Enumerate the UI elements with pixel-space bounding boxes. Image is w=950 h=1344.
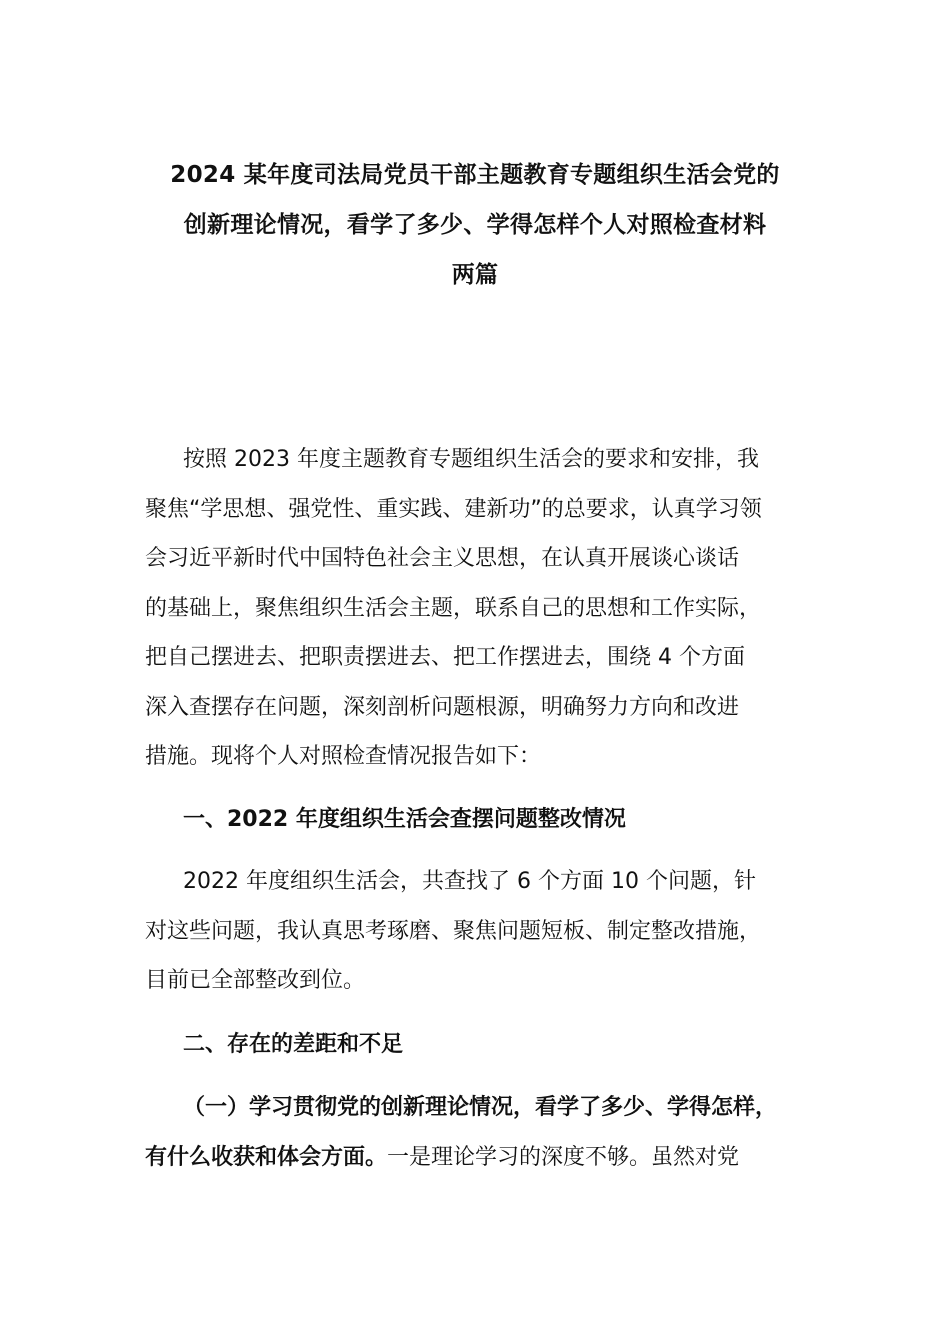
section-1-paragraph	[145, 857, 845, 1006]
document-title	[120, 150, 830, 300]
title-line-2: 创新理论情况，看学了多少、学得怎样个人对照检查材料	[183, 212, 767, 238]
section-1-line-1: 2022 年度组织生活会，共查找了 6 个方面 10 个问题，针	[183, 869, 756, 894]
intro-line-7: 措施。现将个人对照检查情况报告如下：	[145, 744, 542, 769]
document-body	[145, 435, 845, 1182]
intro-line-4: 的基础上，聚焦组织生活会主题，联系自己的思想和工作实际，	[145, 595, 762, 621]
section-1-line-3: 目前已全部整改到位。	[145, 968, 366, 993]
intro-line-2: 聚焦“学思想、强党性、重实践、建新功”的总要求，认真学习领	[145, 496, 762, 522]
title-line-3: 两篇	[451, 262, 499, 288]
intro-line-1: 按照 2023 年度主题教育专题组织生活会的要求和安排，我	[183, 447, 759, 472]
section-1-heading: 一、2022 年度组织生活会查摆问题整改情况	[183, 806, 626, 832]
intro-paragraph	[145, 435, 845, 782]
subsection-1-heading-line-2: 有什么收获和体会方面。	[145, 1144, 388, 1170]
intro-line-6: 深入查摆存在问题，深刻剖析问题根源，明确努力方向和改进	[145, 694, 740, 720]
title-line-1: 2024 某年度司法局党员干部主题教育专题组织生活会党的	[170, 162, 780, 188]
subsection-1-text: 一是理论学习的深度不够。虽然对党	[387, 1144, 740, 1170]
section-1-line-2: 对这些问题，我认真思考琢磨、聚焦问题短板、制定整改措施，	[145, 918, 762, 944]
section-2-heading: 二、存在的差距和不足	[183, 1031, 404, 1057]
subsection-1-line-2	[145, 1133, 845, 1183]
intro-line-5: 把自己摆进去、把职责摆进去、把工作摆进去，围绕 4 个方面	[145, 645, 745, 670]
subsection-1-heading-line-1: （一）学习贯彻党的创新理论情况，看学了多少、学得怎样，	[183, 1095, 778, 1120]
section-2-subsection-1	[145, 1083, 845, 1182]
intro-line-3: 会习近平新时代中国特色社会主义思想，在认真开展谈心谈话	[145, 546, 740, 571]
